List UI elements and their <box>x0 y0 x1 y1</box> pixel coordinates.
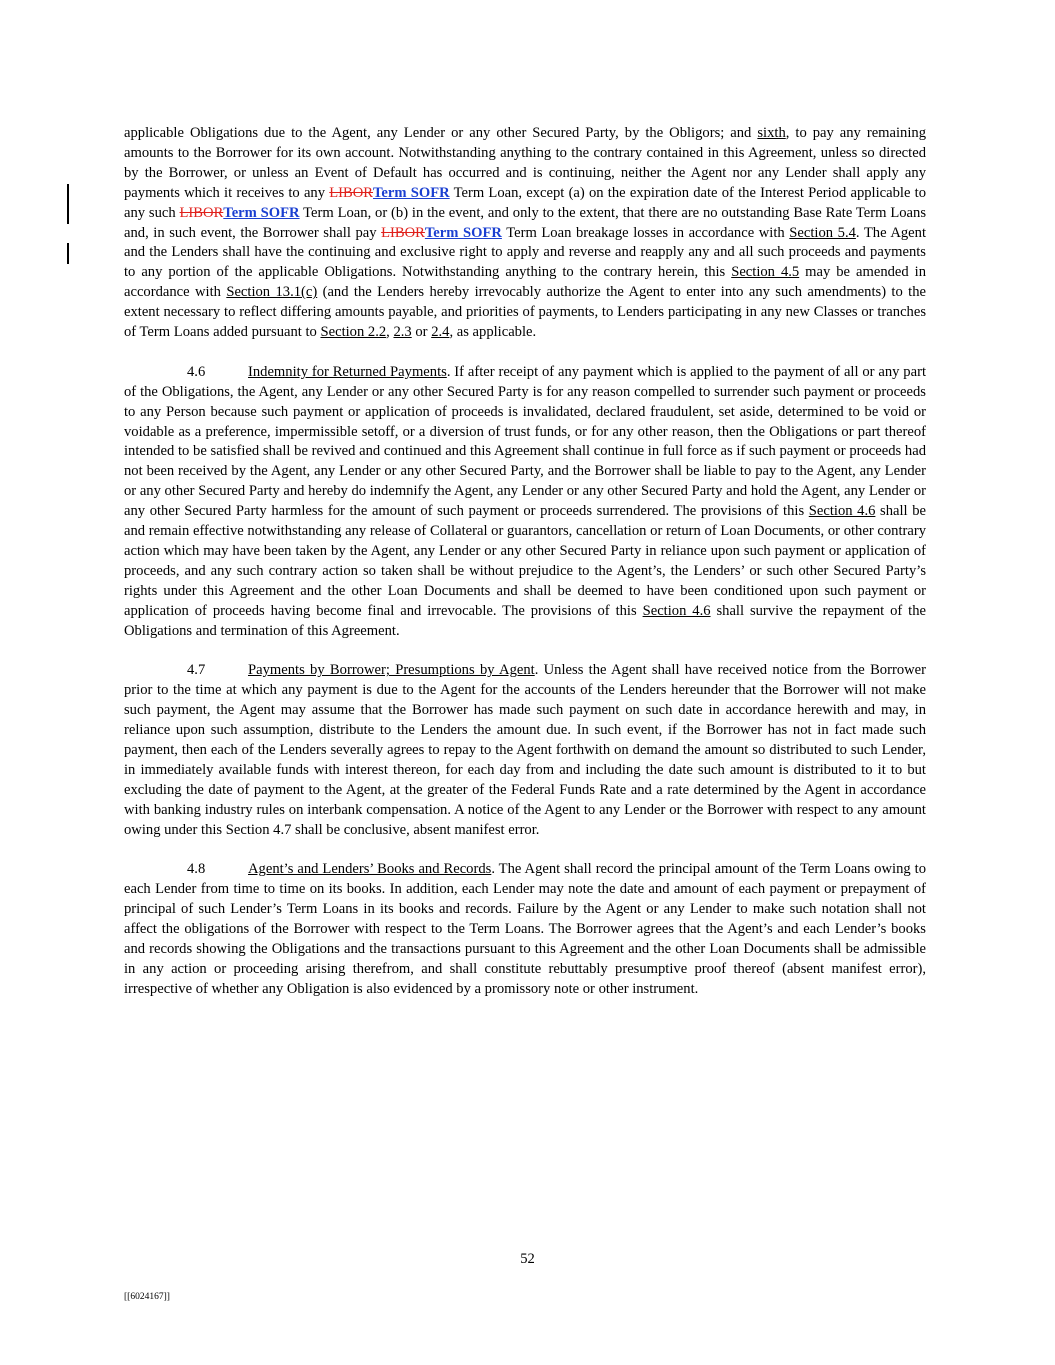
section-4-7 <box>124 661 926 840</box>
section-heading: Payments by Borrower; Presumptions by Agent <box>248 662 535 679</box>
text: or <box>411 324 432 341</box>
text: Term Loan, or (b) in the event, and only to the extent, that there are no outstanding Base Rate Term Loans and, in such event, the Borrower shall pay <box>124 204 927 241</box>
text: , as applicable. <box>449 324 537 341</box>
inserted-text: Term SOFR <box>223 204 300 221</box>
deleted-text: LIBOR <box>179 204 224 221</box>
deleted-text: LIBOR <box>381 224 425 241</box>
section-reference: Section 2.2 <box>320 324 387 341</box>
inserted-text: Term SOFR <box>424 224 502 241</box>
section-heading: Agent’s and Lenders’ Books and Records <box>248 861 492 878</box>
text: shall survive the repayment of the Obligations and termination of this Agreement. <box>124 602 927 639</box>
inserted-text: Term SOFR <box>373 184 450 201</box>
text: applicable Obligations due to the Agent, any Lender or any other Secured Party, by the Obligors; and <box>124 125 758 141</box>
text: , <box>386 324 394 341</box>
document-body <box>124 124 926 1020</box>
deleted-text: LIBOR <box>329 184 374 201</box>
text: . The Agent shall record the principal amount of the Term Loans owing to each Lender from time to time on its books. In addition, each Lender may note the date and amount of each payment or prepayment of principal of such Lender’s Term Loans in its books and records. Failure by the Agent or any Lender to make such notation shall not affect the obligations of the Borrower with respect to the Term Loans. The Borrower agrees that the Agent’s and each Lender’s books and records showing the Obligations and the transactions pursuant to this Agreement and the other Loan Documents shall be admissible in any action or proceeding arising therefrom, and shall constitute rebuttably presumptive proof thereof (absent manifest error), irrespective of whether any Obligation is also evidenced by a promissory note or other instrument. <box>124 861 926 997</box>
text-underlined: sixth <box>757 125 786 141</box>
paragraph-continuation <box>124 124 926 343</box>
section-reference: Section 4.5 <box>731 264 800 281</box>
text: . The Agent and the Lenders shall have the continuing and exclusive right to apply and reverse and reapply any and all such proceeds and payments to any portion of the applicable Obligations. Notwithstanding anything to the contrary herein, this <box>124 224 927 281</box>
text: shall be and remain effective notwithstanding any release of Collateral or guarantors, cancellation or return of Loan Documents, or other contrary action which may have been taken by the Agent, any Lender or any other Secured Party in reliance upon such payment or application of proceeds, and any such contrary action so taken shall be without prejudice to the Agent’s, the Lenders’ or such other Secured Party’s rights under this Agreement and the other Loan Documents and shall be deemed to have been conditioned upon such payment or application of proceeds having become final and irrevocable. The provisions of this <box>124 503 926 619</box>
section-reference: Section 4.6 <box>642 602 711 619</box>
change-bar <box>67 243 69 264</box>
section-reference: Section 4.6 <box>808 503 876 520</box>
section-4-6 <box>124 363 926 642</box>
text: Term Loan, except (a) on the expiration date of the Interest Period applicable to any such <box>124 184 926 221</box>
section-number: 4.6 <box>187 363 206 380</box>
text: (and the Lenders hereby irrevocably authorize the Agent to enter into any such amendments) to the extent necessary to reflect differing amounts payable, and priorities of payments, to Lenders participating in any new Classes or tranches of Term Loans added pursuant to <box>124 284 926 341</box>
text: Term Loan breakage losses in accordance with <box>501 224 790 241</box>
section-reference: 2.3 <box>393 324 412 341</box>
text: . If after receipt of any payment which is applied to the payment of all or any part of the Obligations, the Agent, any Lender or any other Secured Party is for any reason compelled to surrender such payment or proceeds to any Person because such payment or application of proceeds is invalidated, declared fraudulent, set aside, determined to be void or voidable as a preference, impermissible setoff, or a diversion of trust funds, or for any other reason, then the Obligations or part thereof intended to be satisfied shall be revived and continued and this Agreement shall continue in full force as if such payment or proceeds had not been received by the Agent, any Lender or any other Secured Party, and the Borrower shall be liable to pay to the Agent, any Lender or any other Secured Party and hereby do indemnify the Agent, any Lender or any other Secured Party and hold the Agent, any Lender or any other Secured Party harmless for the amount of such payment or proceeds surrendered. The provisions of this <box>124 363 926 520</box>
section-number: 4.7 <box>187 662 206 679</box>
change-bar <box>67 184 69 224</box>
section-reference: Section 5.4 <box>789 224 856 241</box>
text: , to pay any remaining amounts to the Borrower for its own account. Notwithstanding anything to the contrary contained in this Agreement, unless so directed by the Borrower, or unless an Event of Default has occurred and is continuing, neither the Agent nor any Lender shall apply any payments which it receives to any <box>124 125 927 201</box>
section-number: 4.8 <box>187 861 206 878</box>
text: . Unless the Agent shall have received notice from the Borrower prior to the time at which any payment is due to the Agent for the accounts of the Lenders hereunder that the Borrower will not make such payment, the Agent may assume that the Borrower has made such payment on such date in accordance herewith and may, in reliance upon such assumption, distribute to the Lenders the amount due. In such event, if the Borrower has not in fact made such payment, then each of the Lenders severally agrees to repay to the Agent forthwith on demand the amount so distributed to such Lender, in immediately available funds with interest thereon, for each day from and including the date such amount is distributed to it to but excluding the date of payment to the Agent, at the greater of the Federal Funds Rate and a rate determined by the Agent in accordance with banking industry rules on interbank compensation. A notice of the Agent to any Lender or the Borrower with respect to any amount owing under this Section 4.7 shall be conclusive, absent manifest error. <box>124 662 926 838</box>
document-id-footer: [[6024167]] <box>124 1292 170 1302</box>
section-reference: 2.4 <box>431 324 450 341</box>
page-number: 52 <box>520 1251 535 1267</box>
section-4-8 <box>124 860 926 999</box>
text: may be amended in accordance with <box>124 264 927 301</box>
section-reference: Section 13.1(c) <box>226 284 318 301</box>
section-heading: Indemnity for Returned Payments <box>248 363 447 380</box>
